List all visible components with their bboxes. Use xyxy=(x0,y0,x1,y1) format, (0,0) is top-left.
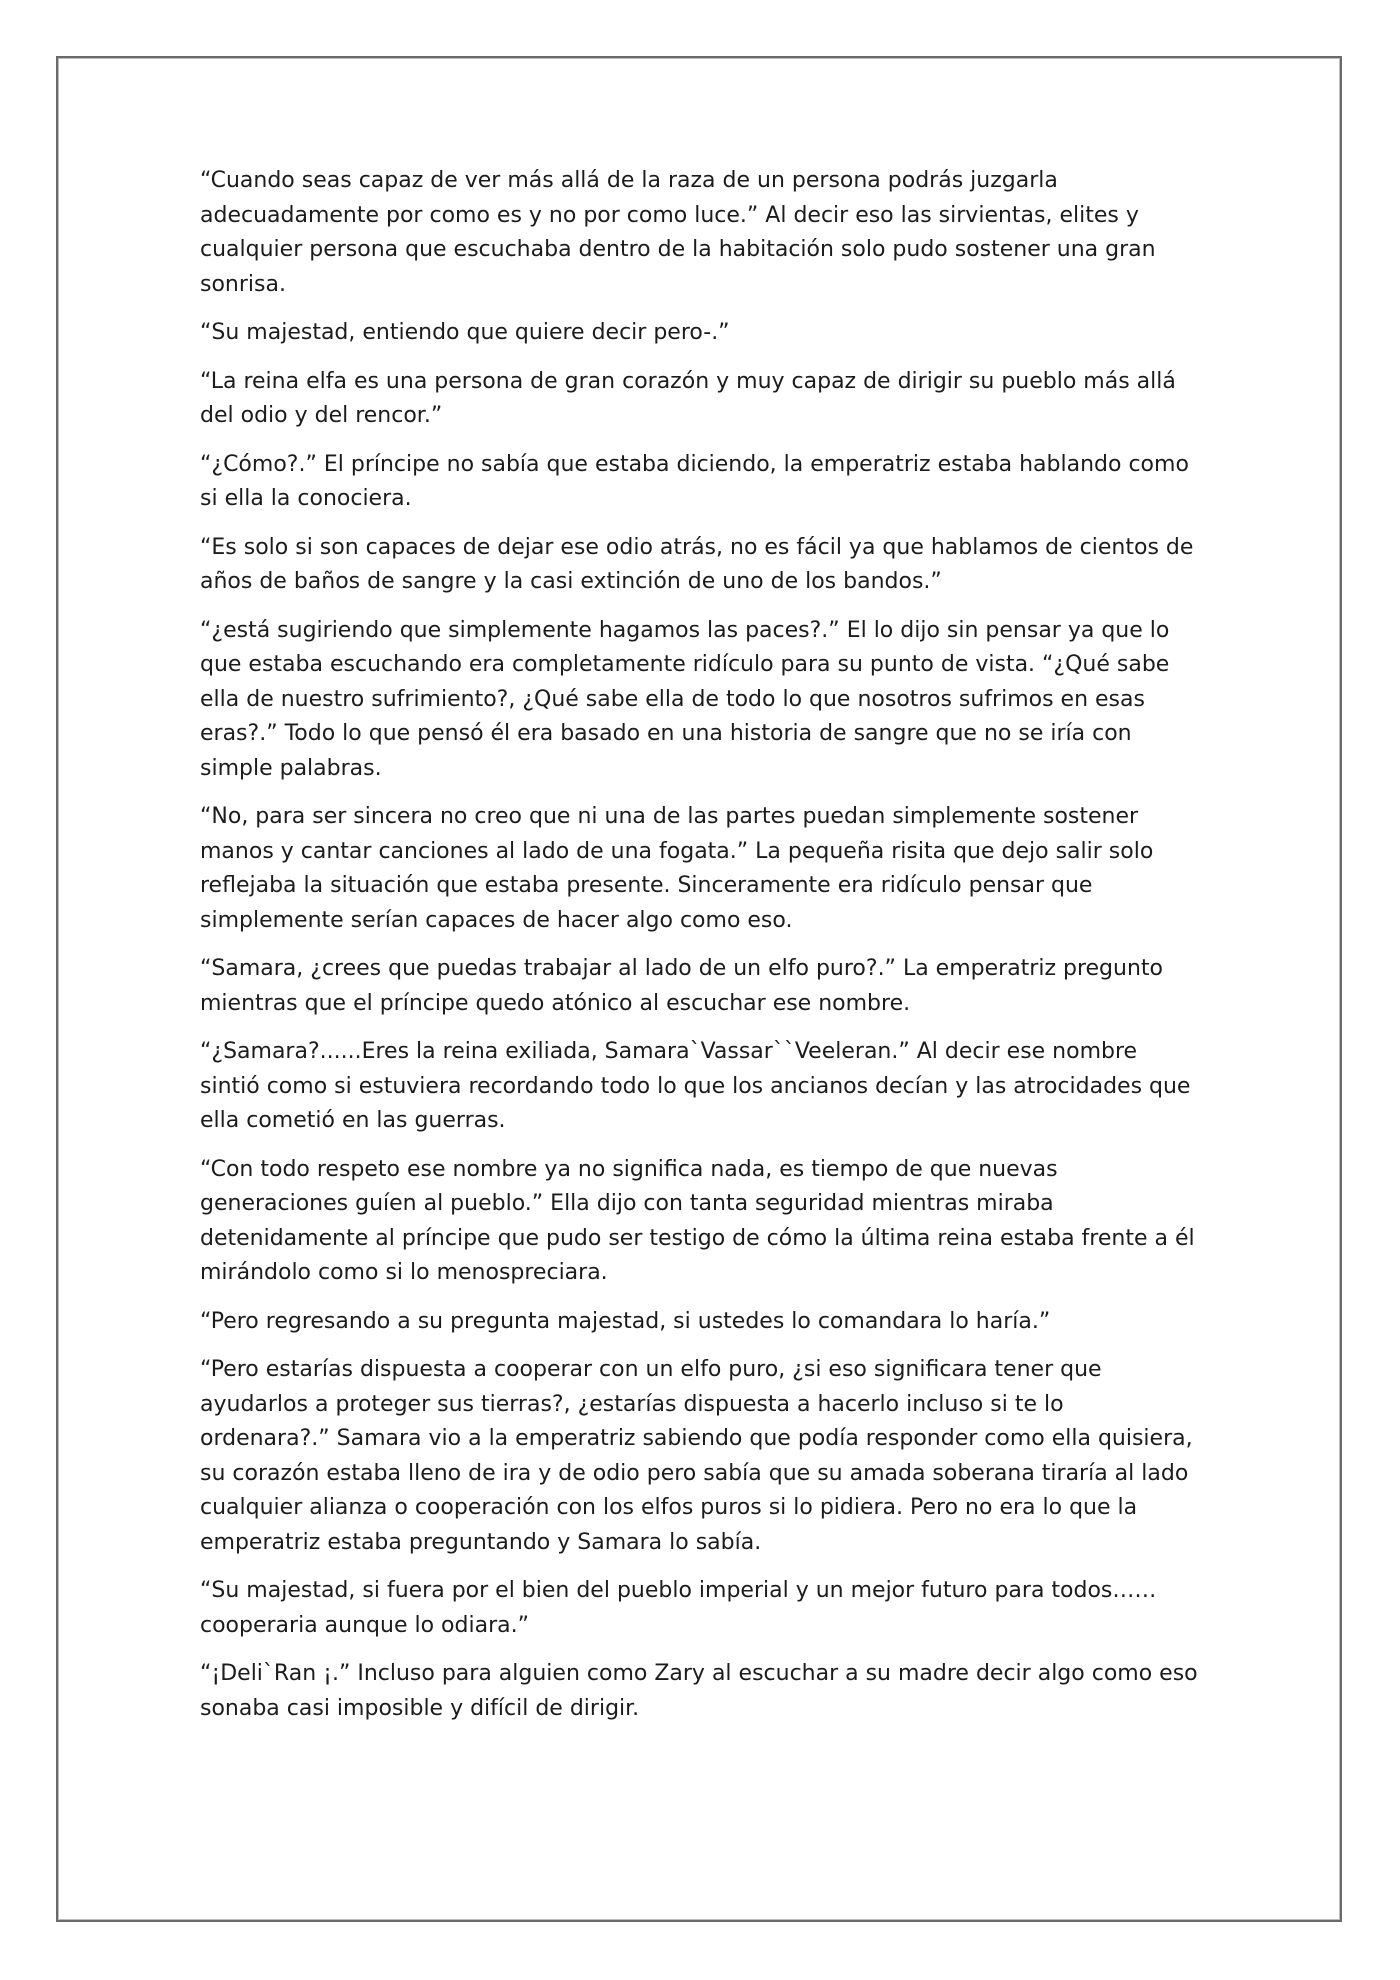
paragraph: “¿Samara?......Eres la reina exiliada, Samara`Vassar``Veeleran.” Al decir ese nombre sintió como si estuviera recordando todo lo que los ancianos decían y las atrocidades que ella cometió en las guerras. xyxy=(200,1039,1191,1133)
paragraph: “Su majestad, entiendo que quiere decir pero-.” xyxy=(200,320,730,345)
paragraph: “Cuando seas capaz de ver más allá de la raza de un persona podrás juzgarla adecuadamente por como es y no por como luce.” Al decir eso las sirvientas, elites y cualquier persona que escuchaba dentro de la habitación solo pudo sostener una gran sonrisa. xyxy=(200,168,1156,297)
paragraph: “No, para ser sincera no creo que ni una de las partes puedan simplemente sostener manos y cantar canciones al lado de una fogata.” La pequeña risita que dejo salir solo reflejaba la situación que estaba presente. Sinceramente era ridículo pensar que simplemente serían capaces de hacer algo como eso. xyxy=(200,804,1154,933)
paragraph: “Con todo respeto ese nombre ya no significa nada, es tiempo de que nuevas generaciones guíen al pueblo.” Ella dijo con tanta seguridad mientras miraba detenidamente al príncipe que pudo ser testigo de cómo la última reina estaba frente a él mirándolo como si lo menospreciara. xyxy=(200,1156,1195,1285)
paragraph: “Pero regresando a su pregunta majestad, si ustedes lo comandara lo haría.” xyxy=(200,1308,1051,1334)
paragraph: “¡Deli`Ran ¡.” Incluso para alguien como Zary al escuchar a su madre decir algo como eso sonaba casi imposible y difícil de dirigir. xyxy=(200,1661,1198,1721)
paragraph: “La reina elfa es una persona de gran corazón y muy capaz de dirigir su pueblo más allá del odio y del rencor.” xyxy=(200,368,1176,428)
document-body xyxy=(200,164,1200,1740)
paragraph: “Es solo si son capaces de dejar ese odio atrás, no es fácil ya que hablamos de cientos de años de baños de sangre y la casi extinción de uno de los bandos.” xyxy=(200,534,1194,594)
paragraph: “Samara, ¿crees que puedas trabajar al lado de un elfo puro?.” La emperatriz pregunto mientras que el príncipe quedo atónico al escuchar ese nombre. xyxy=(200,956,1163,1016)
paragraph: “Pero estarías dispuesta a cooperar con un elfo puro, ¿si eso significara tener que ayudarlos a proteger sus tierras?, ¿estarías dispuesta a hacerlo incluso si te lo ordenara?.” Samara vio a la emperatriz sabiendo que podía responder como ella quisiera, su corazón estaba lleno de ira y de odio pero sabía que su amada soberana tiraría al lado cualquier alianza o cooperación con los elfos puros si lo pidiera. Pero no era lo que la emperatriz estaba preguntando y Samara lo sabía. xyxy=(200,1357,1193,1555)
paragraph: “¿está sugiriendo que simplemente hagamos las paces?.” El lo dijo sin pensar ya que lo que estaba escuchando era completamente ridículo para su punto de vista. “¿Qué sabe ella de nuestro sufrimiento?, ¿Qué sabe ella de todo lo que nosotros sufrimos en esas eras?.” Todo lo que pensó él era basado en una historia de sangre que no se iría con simple palabras. xyxy=(200,617,1170,781)
paragraph: “¿Cómo?.” El príncipe no sabía que estaba diciendo, la emperatriz estaba hablando como si ella la conociera. xyxy=(200,451,1189,511)
paragraph: “Su majestad, si fuera por el bien del pueblo imperial y un mejor futuro para todos……cooperaria aunque lo odiara.” xyxy=(200,1578,1157,1638)
